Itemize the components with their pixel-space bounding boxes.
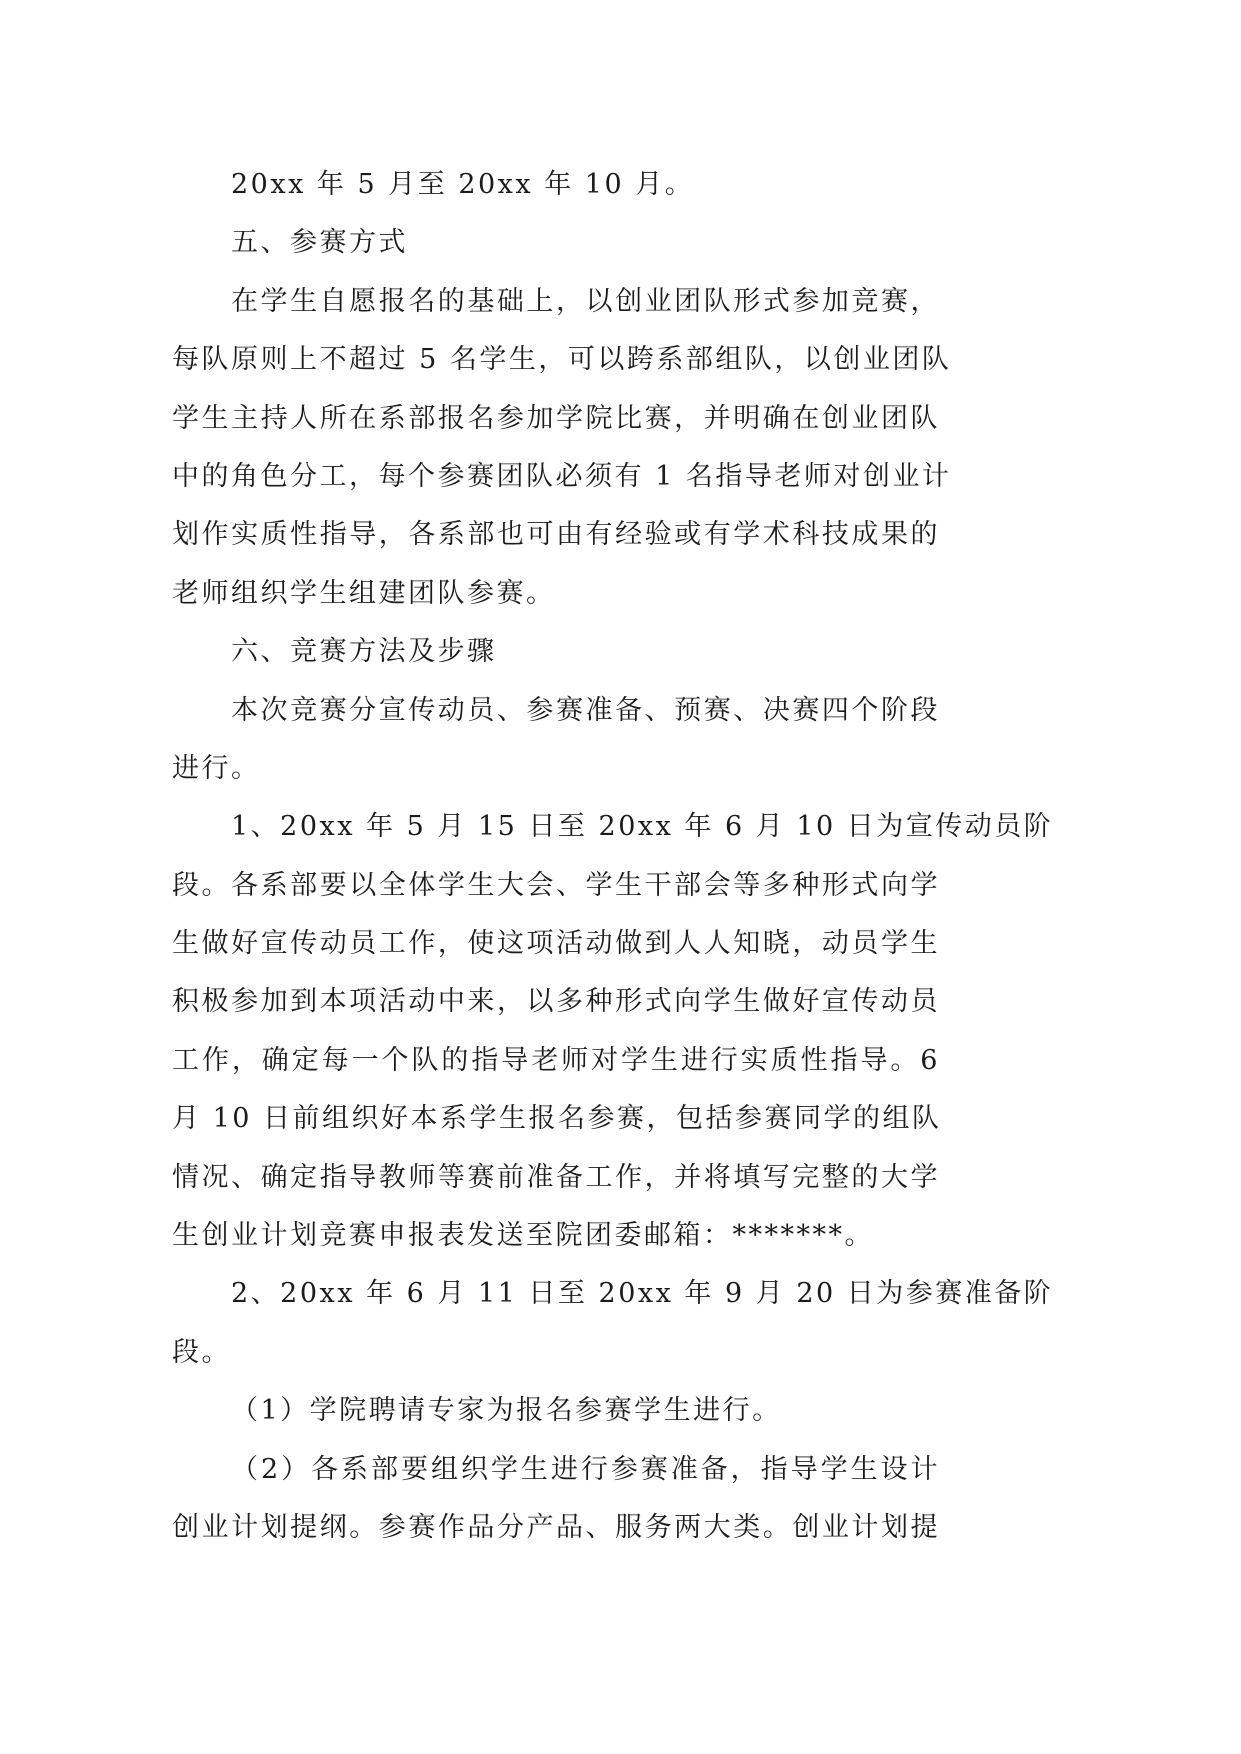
text-line: 学生主持人所在系部报名参加学院比赛，并明确在创业团队 <box>172 402 940 434</box>
paragraph-stage-1 <box>172 798 1054 1265</box>
text-line: 划作实质性指导，各系部也可由有经验或有学术科技成果的 <box>172 519 940 551</box>
text-line: 20xx 年 5 月至 20xx 年 10 月。 <box>231 169 695 200</box>
paragraph-stages <box>172 682 940 799</box>
document-body <box>172 156 1054 1557</box>
text-line: 工作，确定每一个队的指导老师对学生进行实质性指导。6 <box>172 1044 940 1076</box>
text-line: 1、20xx 年 5 月 15 日至 20xx 年 6 月 10 日为宣传动员阶 <box>231 811 1054 843</box>
paragraph-item-2 <box>172 1441 940 1558</box>
section-heading-methods <box>172 623 940 681</box>
paragraph-period <box>172 156 940 214</box>
section-heading-participation <box>172 214 940 272</box>
text-line: 积极参加到本项活动中来，以多种形式向学生做好宣传动员 <box>172 986 940 1018</box>
text-line: 每队原则上不超过 5 名学生，可以跨系部组队，以创业团队 <box>172 344 952 376</box>
text-line: 老师组织学生组建团队参赛。 <box>172 577 556 609</box>
text-line: 生创业计划竞赛申报表发送至院团委邮箱：*******。 <box>172 1220 874 1252</box>
text-line: 2、20xx 年 6 月 11 日至 20xx 年 9 月 20 日为参赛准备阶 <box>231 1278 1054 1310</box>
paragraph-participation <box>172 273 952 623</box>
text-line: 进行。 <box>172 752 261 784</box>
section-heading: 五、参赛方式 <box>231 227 408 259</box>
text-line: （1）学院聘请专家为报名参赛学生进行。 <box>231 1395 782 1427</box>
text-line: 本次竞赛分宣传动员、参赛准备、预赛、决赛四个阶段 <box>231 694 940 726</box>
text-line: 段。各系部要以全体学生大会、学生干部会等多种形式向学 <box>172 869 940 901</box>
text-line: 创业计划提纲。参赛作品分产品、服务两大类。创业计划提 <box>172 1511 940 1543</box>
section-heading: 六、竞赛方法及步骤 <box>231 636 497 668</box>
text-line: 段。 <box>172 1336 231 1368</box>
text-line: 生做好宣传动员工作，使这项活动做到人人知晓，动员学生 <box>172 928 940 960</box>
paragraph-item-1 <box>172 1382 940 1440</box>
text-line: （2）各系部要组织学生进行参赛准备，指导学生设计 <box>231 1453 940 1485</box>
text-line: 情况、确定指导教师等赛前准备工作，并将填写完整的大学 <box>172 1161 940 1193</box>
text-line: 中的角色分工，每个参赛团队必须有 1 名指导老师对创业计 <box>172 460 952 492</box>
text-line: 月 10 日前组织好本系学生报名参赛，包括参赛同学的组队 <box>172 1103 942 1135</box>
paragraph-stage-2 <box>172 1265 1054 1382</box>
text-line: 在学生自愿报名的基础上，以创业团队形式参加竞赛， <box>231 285 940 317</box>
